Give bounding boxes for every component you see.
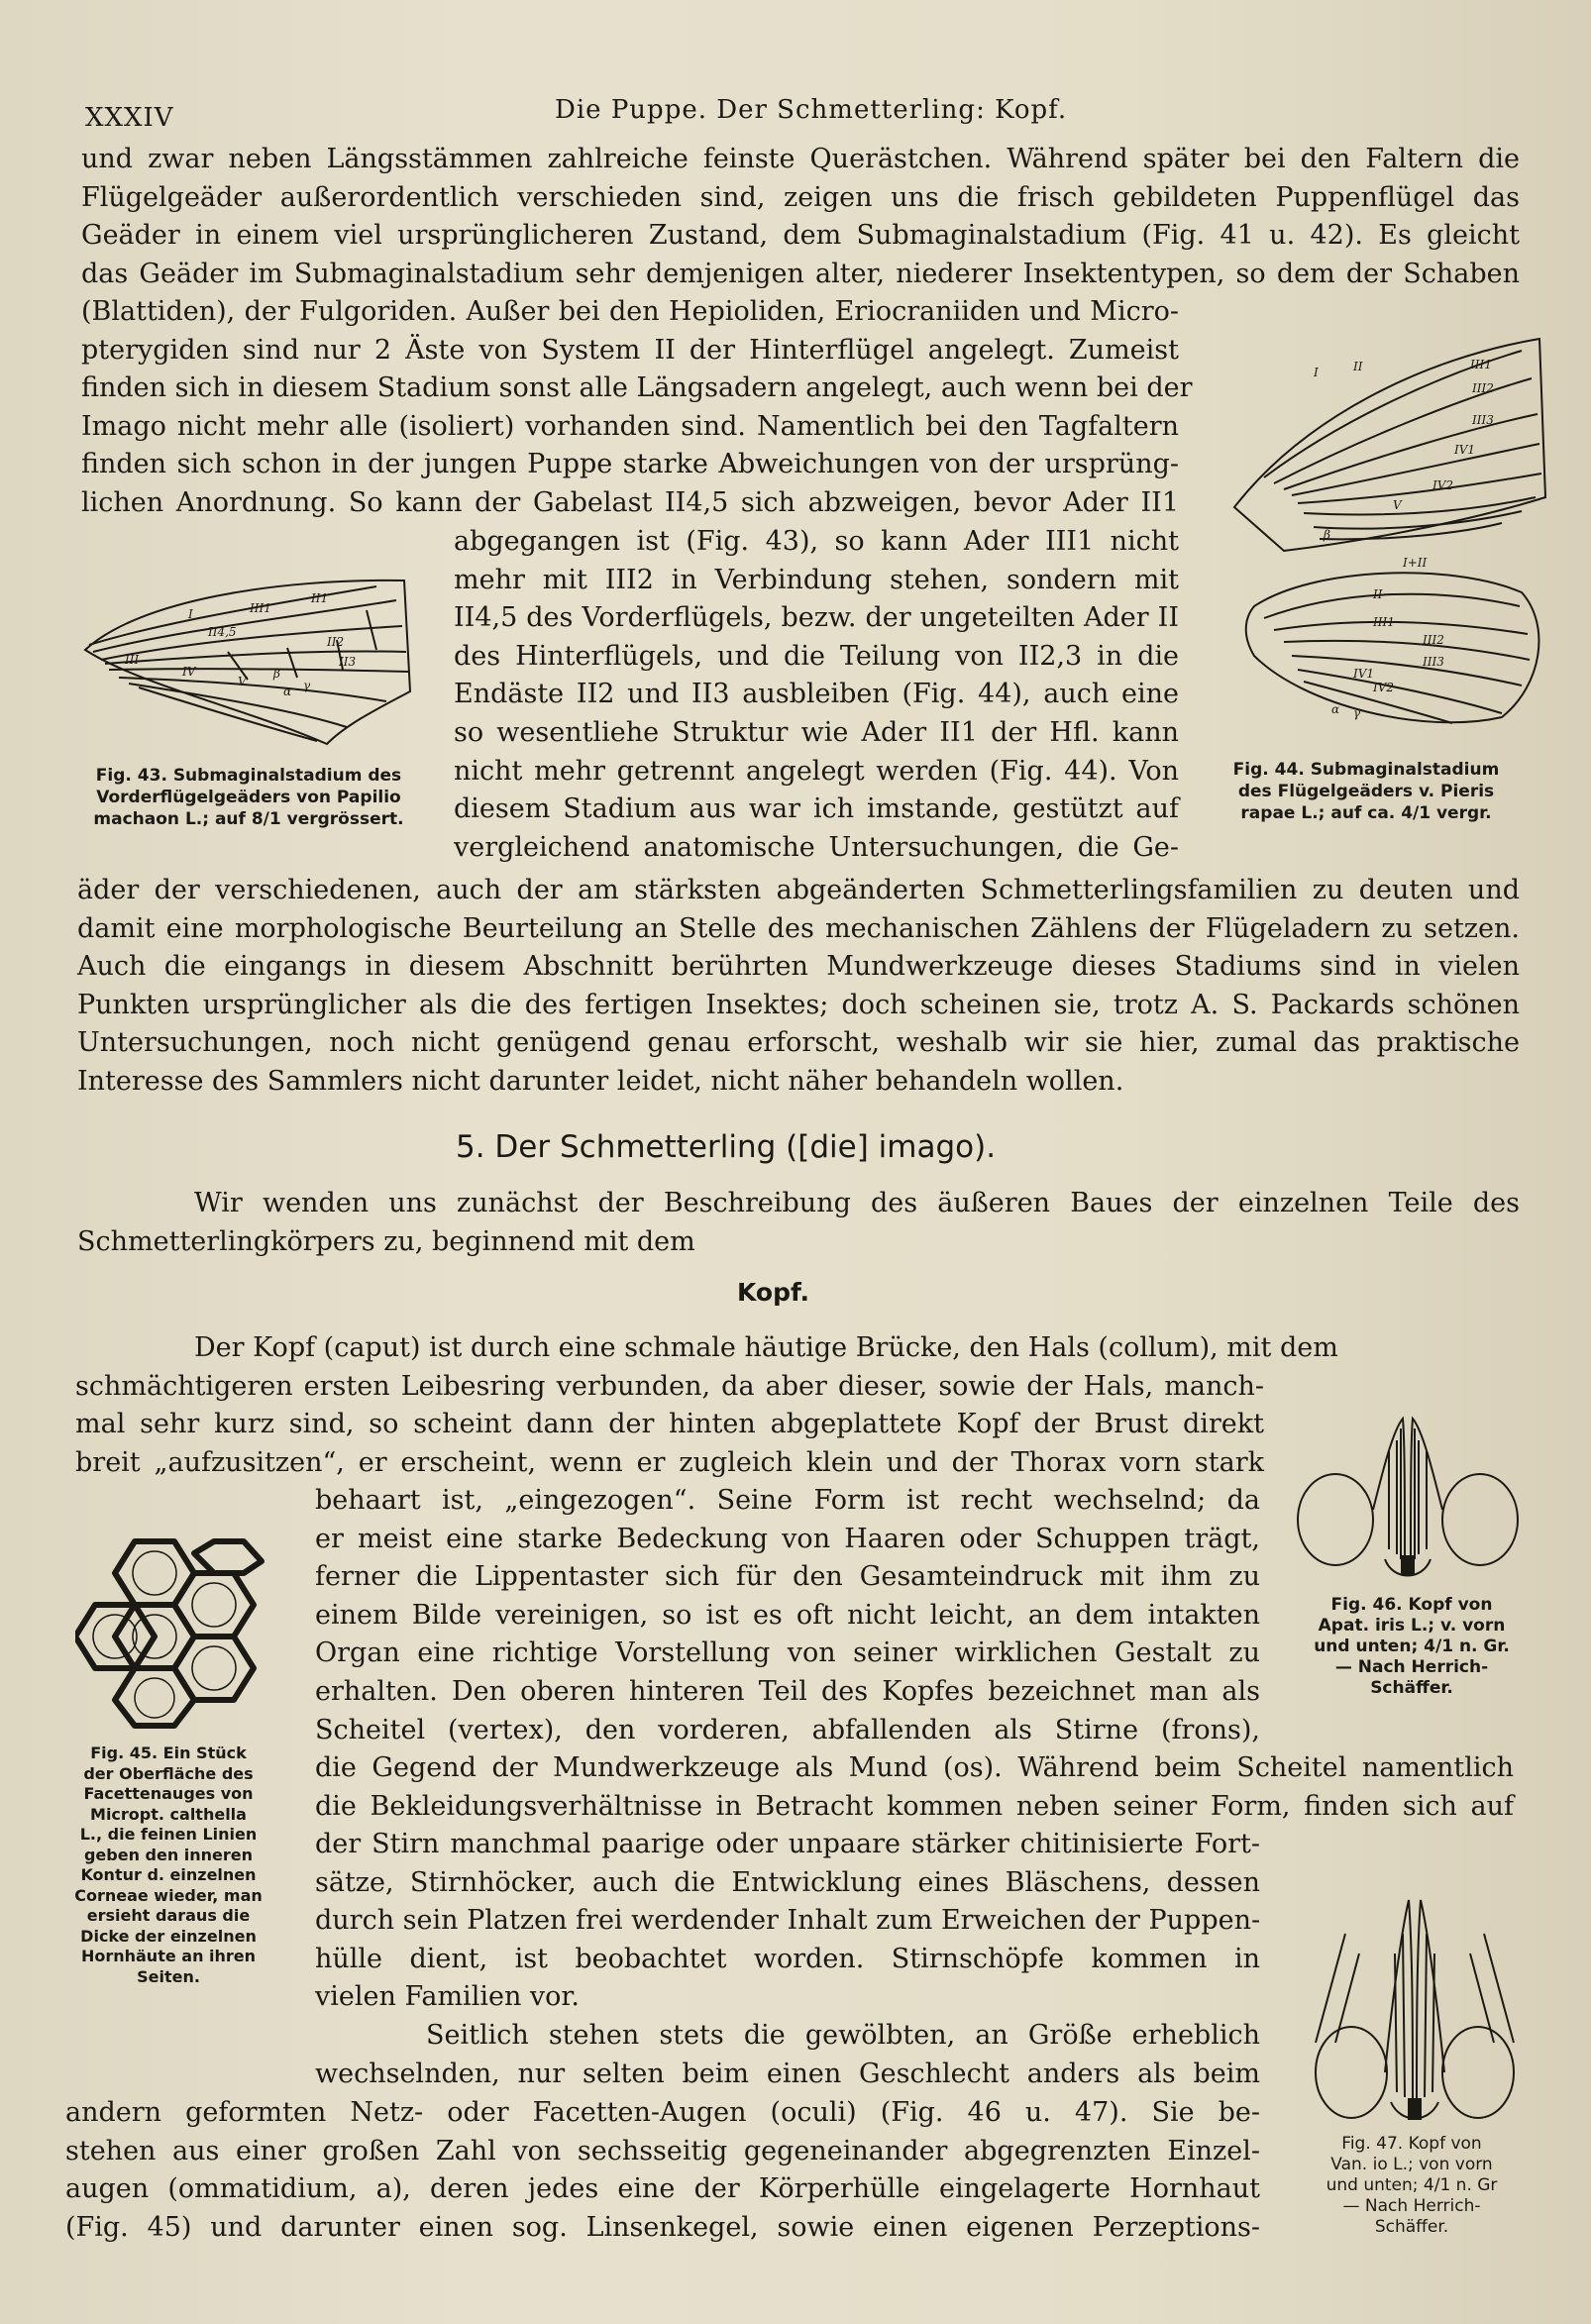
figure-46-head-illustration	[1294, 1411, 1522, 1585]
fig43-label: α	[283, 685, 292, 698]
figure-43-caption	[75, 765, 422, 830]
text-line: Interesse des Sammlers nicht darunter leidet, nicht näher behandeln wollen.	[77, 1065, 1124, 1097]
fig44-label: III1	[1373, 615, 1395, 629]
text-line: Imago nicht mehr alle (isoliert) vorhanden sind. Namentlich bei den Tagfaltern	[81, 410, 1179, 442]
caption-line: Van. io L.; von vorn	[1330, 2155, 1493, 2174]
caption-line: geben den inneren	[83, 1845, 254, 1864]
text-line: Geäder in einem viel ursprünglicheren Zustand, dem Submaginalstadium (Fig. 41 u. 42). Es gleicht	[81, 220, 1520, 252]
text-line: schmächtigeren ersten Leibesring verbunden, da aber dieser, sowie der Hals, manch-	[75, 1370, 1264, 1402]
text-line: (Fig. 45) und darunter einen sog. Linsenkegel, sowie einen eigenen Perzeptions-	[65, 2211, 1260, 2243]
mid-paragraph	[81, 293, 1193, 523]
fig44-label: β	[1324, 528, 1330, 542]
text-line: lichen Anordnung. So kann der Gabelast II4,5 sich abzweigen, bevor Ader II1	[81, 486, 1179, 518]
text-line: nicht mehr getrennt angelegt werden (Fig. 44). Von	[454, 755, 1179, 787]
text-line: Seitlich stehen stets die gewölbten, an Größe erheblich	[426, 2019, 1260, 2051]
caption-line: L., die feinen Linien	[79, 1825, 258, 1844]
text-line: die Bekleidungsverhältnisse in Betracht kommen neben seiner Form, finden sich auf	[315, 1790, 1514, 1822]
fig43-label: β	[273, 667, 280, 681]
kopf-paragraph-b	[315, 1482, 1260, 1749]
fig44-label: III2	[1472, 381, 1494, 395]
caption-line: machaon L.; auf 8/1 vergrössert.	[93, 809, 404, 829]
text-line: breit „aufzusitzen“, er erscheint, wenn er zugleich klein und der Thorax vorn stark	[75, 1446, 1264, 1478]
text-line: finden sich schon in der jungen Puppe starke Abweichungen von der ursprüng-	[81, 449, 1179, 480]
caption-line: der Oberfläche des	[83, 1763, 254, 1783]
text-line: das Geäder im Submaginalstadium sehr demjenigen alter, niederer Insektentypen, so dem der Schaben	[81, 258, 1520, 289]
caption-line: Schäffer.	[1374, 2217, 1449, 2237]
caption-line: Fig. 44. Submaginalstadium	[1232, 760, 1500, 780]
figure-43-wing-diagram	[79, 561, 416, 749]
text-line: durch sein Platzen frei werdender Inhalt zum Erweichen der Puppen-	[315, 1905, 1261, 1937]
fig44-label: III2	[1423, 633, 1444, 647]
subheading-kopf: Kopf.	[737, 1278, 810, 1307]
caption-line: Micropt. calthella	[90, 1804, 247, 1824]
text-line: Wir wenden uns zunächst der Beschreibung des äußeren Baues der einzelnen Teile des	[194, 1188, 1520, 1218]
kopf-paragraph-a	[75, 1329, 1338, 1482]
section-intro	[77, 1185, 1520, 1261]
text-line: äder der verschiedenen, auch der am stärksten abgeänderten Schmetterlingsfamilien zu deuten und	[77, 875, 1520, 905]
page-number: XXXIV	[85, 103, 174, 133]
fig43-label: II3	[339, 655, 357, 669]
fig43-label: III1	[250, 601, 271, 615]
text-line: behaart ist, „eingezogen“. Seine Form ist recht wechselnd; da	[315, 1485, 1260, 1516]
fig44-label: V	[1393, 498, 1402, 512]
kopf-paragraph-c	[315, 1749, 1514, 1826]
figure-45-caption	[59, 1743, 277, 1987]
text-line: Punkten ursprünglicher als die des fertigen Insektes; doch scheinen sie, trotz A. S. Packards schönen	[77, 989, 1520, 1020]
fig43-label: γ	[303, 679, 311, 692]
kopf-paragraph-e	[65, 2094, 1260, 2247]
fig44-label: IV1	[1454, 443, 1476, 457]
text-line: einem Bilde vereinigen, so ist es oft nicht leicht, an dem intakten	[315, 1599, 1260, 1631]
text-line: Untersuchungen, noch nicht genügend genau erforscht, weshalb wir sie hier, zumal das praktische	[77, 1027, 1520, 1059]
fig43-label: V	[238, 675, 247, 688]
fig44-label: IV1	[1353, 667, 1375, 681]
section-heading: 5. Der Schmetterling ([die] imago).	[456, 1129, 997, 1165]
caption-line: Dicke der einzelnen	[80, 1926, 257, 1946]
caption-line: Seiten.	[137, 1966, 200, 1986]
text-line: diesem Stadium aus war ich imstande, gestützt auf	[454, 793, 1179, 825]
caption-line: und unten; 4/1 n. Gr	[1326, 2175, 1498, 2195]
fig44-label: α	[1331, 702, 1340, 716]
fig44-label: IV2	[1373, 681, 1395, 694]
text-line: andern geformten Netz- oder Facetten-Augen (oculi) (Fig. 46 u. 47). Sie be-	[65, 2097, 1260, 2128]
text-line: abgegangen ist (Fig. 43), so kann Ader III1 nicht	[454, 526, 1179, 557]
caption-line: Facettenauges von	[83, 1784, 254, 1803]
text-line: wechselnden, nur selten beim einen Geschlecht anders als beim	[315, 2058, 1260, 2089]
caption-line: Corneae wieder, man	[74, 1885, 263, 1905]
caption-line: des Flügelgeäders v. Pieris	[1237, 782, 1495, 801]
text-line: er meist eine starke Bedeckung von Haaren oder Schuppen trägt,	[315, 1523, 1260, 1554]
text-line: Endäste II2 und II3 ausbleiben (Fig. 44), auch eine	[454, 679, 1179, 710]
text-line: sätze, Stirnhöcker, auch die Entwicklung eines Bläschens, dessen	[315, 1866, 1260, 1898]
text-line: mehr mit III2 in Verbindung stehen, sondern mit	[454, 564, 1179, 595]
text-line: und zwar neben Längsstämmen zahlreiche feinste Querästchen. Während später bei den Faltern die	[81, 144, 1520, 174]
text-line: Schmetterlingkörpers zu, beginnend mit dem	[77, 1225, 695, 1257]
text-line: erhalten. Den oberen hinteren Teil des Kopfes bezeichnet man als	[315, 1675, 1260, 1707]
text-line: pterygiden sind nur 2 Äste von System II der Hinterflügel angelegt. Zumeist	[81, 334, 1179, 366]
caption-line: Schäffer.	[1370, 1678, 1453, 1698]
text-line: II4,5 des Vorderflügels, bezw. der ungeteilten Ader II	[454, 602, 1179, 634]
fig43-label: II1	[311, 591, 329, 605]
fig44-label: III3	[1472, 413, 1494, 427]
caption-line: und unten; 4/1 n. Gr.	[1314, 1637, 1510, 1656]
caption-line: Hornhäute an ihren	[80, 1947, 257, 1965]
text-line: augen (ommatidium, a), deren jedes eine der Körperhülle eingelagerte Hornhaut	[65, 2173, 1260, 2205]
fig44-label: III3	[1423, 655, 1444, 669]
figure-47-caption	[1288, 2134, 1536, 2238]
text-line: Scheitel (vertex), den vorderen, abfallenden als Stirne (frons),	[315, 1714, 1260, 1745]
center-paragraph	[454, 523, 1179, 867]
caption-line: Kontur d. einzelnen	[80, 1865, 257, 1884]
text-line: Der Kopf (caput) ist durch eine schmale häutige Brücke, den Hals (collum), mit dem	[194, 1332, 1338, 1363]
caption-line: Apat. iris L.; v. vorn	[1318, 1616, 1506, 1636]
text-line: die Gegend der Mundwerkzeuge als Mund (os). Während beim Scheitel namentlich	[315, 1752, 1514, 1783]
text-line: finden sich in diesem Stadium sonst alle Längsadern angelegt, auch wenn bei der	[81, 372, 1193, 404]
fig43-label: IV	[182, 665, 196, 679]
fig44-label: I	[1314, 366, 1319, 379]
text-line: der Stirn manchmal paarige oder unpaare stärker chitinisierte Fort-	[315, 1829, 1260, 1859]
text-line: Organ eine richtige Vorstellung von seiner wirklichen Gestalt zu	[315, 1637, 1260, 1669]
caption-line: Fig. 43. Submaginalstadium des	[95, 766, 402, 786]
caption-line: Vorderflügelgeäders von Papilio	[96, 788, 401, 807]
kopf-paragraph-d	[315, 1826, 1260, 2093]
figure-44-caption	[1203, 759, 1530, 824]
caption-line: Fig. 45. Ein Stück	[90, 1743, 247, 1762]
running-title: Die Puppe. Der Schmetterling: Kopf.	[555, 95, 1068, 125]
text-line: vergleichend anatomische Untersuchungen, die Ge-	[454, 831, 1179, 863]
text-line: mal sehr kurz sind, so scheint dann der hinten abgeplattete Kopf der Brust direkt	[75, 1409, 1264, 1440]
text-line: damit eine morphologische Beurteilung an Stelle des mechanischen Zählens der Flügeladern zu setzen.	[77, 912, 1520, 944]
text-line: hülle dient, ist beobachtet worden. Stirnschöpfe kommen in	[315, 1943, 1260, 1974]
caption-line: rapae L.; auf ca. 4/1 vergr.	[1240, 803, 1492, 823]
text-line: Auch die eingangs in diesem Abschnitt berührten Mundwerkzeuge dieses Stadiums sind in vielen	[77, 951, 1520, 983]
caption-line: — Nach Herrich-	[1342, 2196, 1481, 2216]
text-line: so wesentliehe Struktur wie Ader II1 der Hfl. kann	[454, 716, 1179, 748]
fig44-label: IV2	[1432, 478, 1454, 492]
fig44-label: I+II	[1403, 556, 1428, 570]
text-line: Flügelgeäder außerordentlich verschieden sind, zeigen uns die frisch gebildeten Puppenflügel das	[81, 181, 1520, 213]
text-line: stehen aus einer großen Zahl von sechsseitig gegeneinander abgegrenzten Einzel-	[65, 2135, 1260, 2166]
fig43-label: I	[188, 607, 193, 621]
figure-45-facet-diagram	[75, 1522, 273, 1730]
caption-line: ersieht daraus die	[86, 1906, 251, 1925]
fig44-label: III1	[1470, 358, 1492, 371]
fig43-label: II2	[327, 635, 345, 649]
figure-47-head-illustration	[1306, 1894, 1524, 2132]
figure-44-wing-diagram	[1224, 329, 1551, 735]
full-paragraph	[77, 872, 1520, 1102]
text-line: des Hinterflügels, und die Teilung von II2,3 in die	[454, 640, 1179, 672]
text-line: (Blattiden), der Fulgoriden. Außer bei den Hepioliden, Eriocraniiden und Micro-	[81, 296, 1179, 327]
fig43-label: III	[125, 653, 140, 667]
fig43-label: II4,5	[208, 625, 237, 639]
text-line: ferner die Lippentaster sich für den Gesamteindruck mit ihm zu	[315, 1561, 1260, 1593]
caption-line: Fig. 47. Kopf von	[1341, 2134, 1482, 2154]
fig44-label: γ	[1353, 706, 1361, 720]
text-line: vielen Familien vor.	[315, 1981, 580, 2013]
caption-line: — Nach Herrich-	[1334, 1657, 1489, 1677]
intro-paragraph	[81, 141, 1520, 293]
fig44-label: II	[1373, 587, 1383, 601]
fig44-label: II	[1353, 360, 1363, 373]
figure-46-caption	[1288, 1595, 1536, 1699]
caption-line: Fig. 46. Kopf von	[1330, 1595, 1493, 1615]
